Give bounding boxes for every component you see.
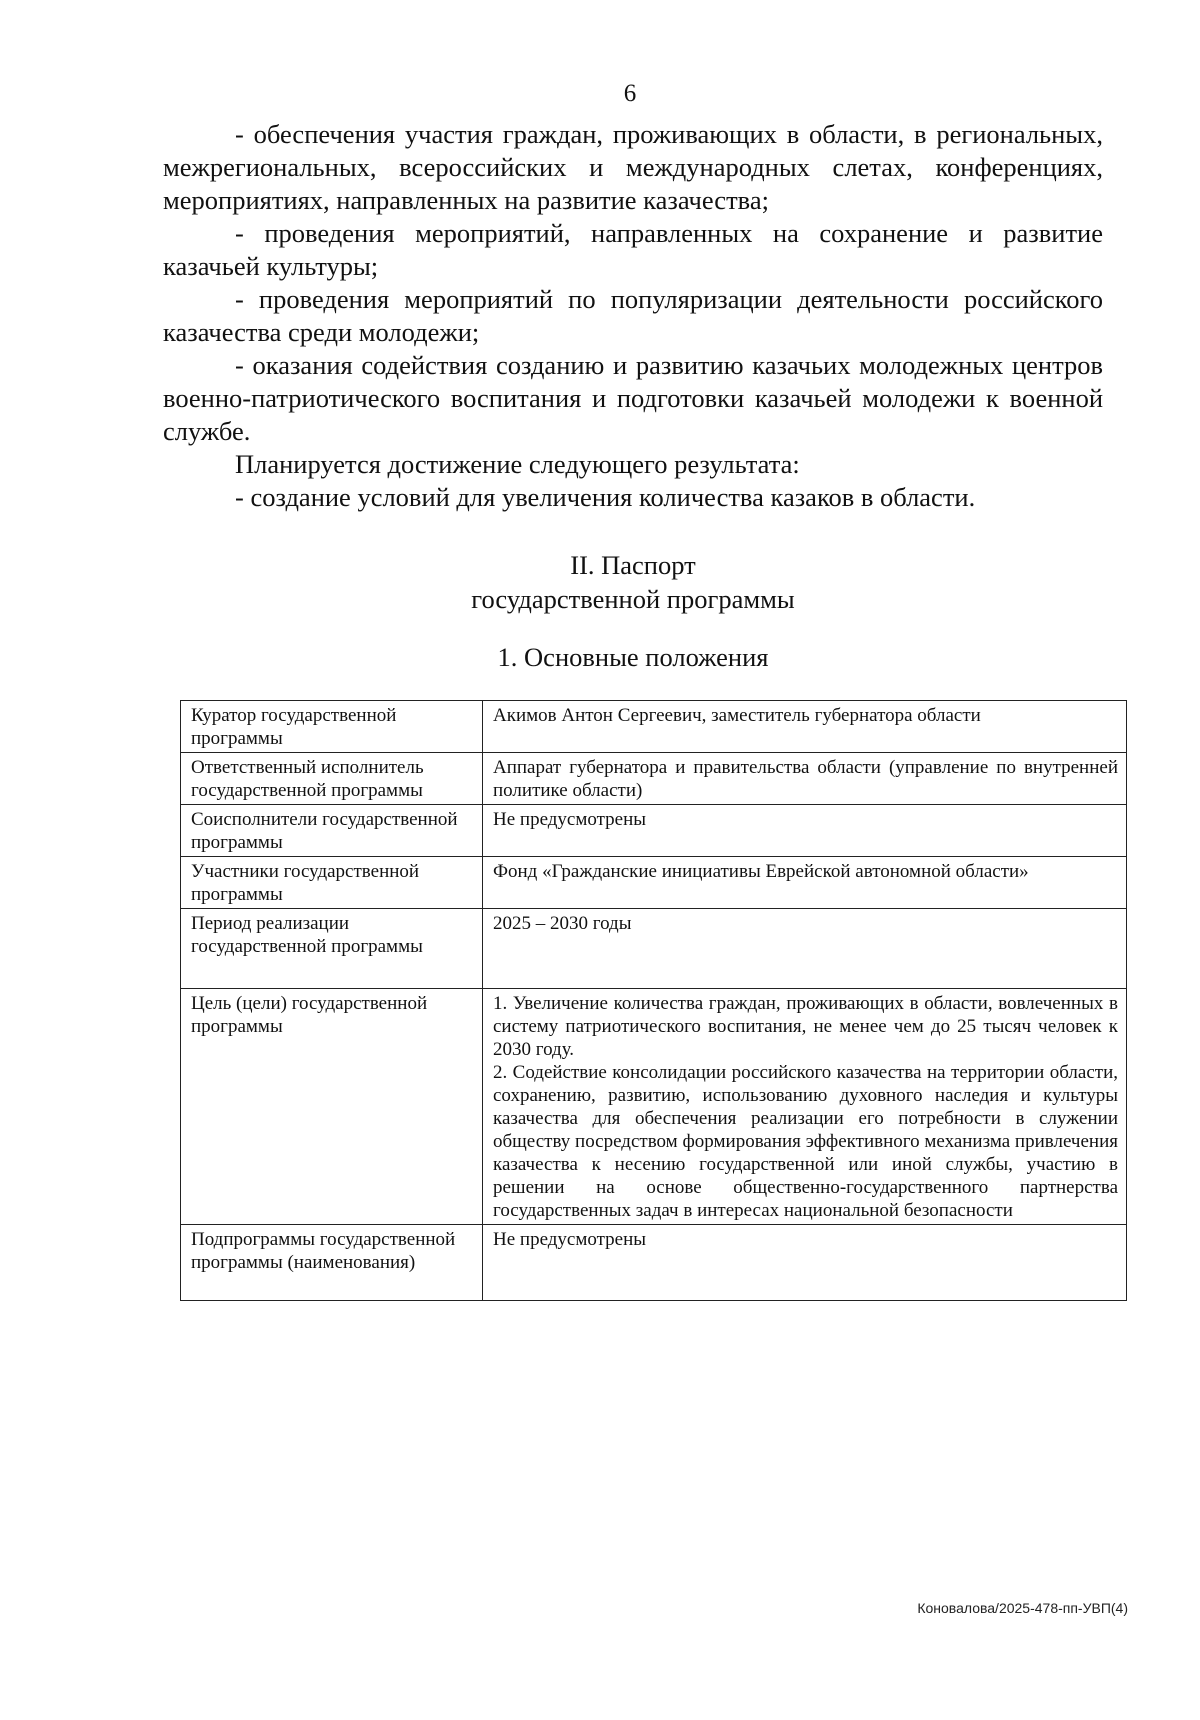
goal-item-2: 2. Содействие консолидации российского казачества на территории области, сохранению, развитию, использованию духовного наследия и культуры казачества для обеспечения реализации его потребности в служении обществу посредством формирования эффективного механизма привлечения казачества к несению государственной или иной службы, участию в решении на основе общественно-государственного партнерства государственных задач в интересах национальной безопасности xyxy=(493,1062,1118,1221)
row-label: Куратор государственной программы xyxy=(181,701,483,753)
row-label: Участники государственной программы xyxy=(181,857,483,909)
row-label: Ответственный исполнитель государственной программы xyxy=(181,753,483,805)
section-title-line2: государственной программы xyxy=(471,584,795,614)
table-row xyxy=(181,701,1127,753)
body-text xyxy=(163,118,1103,514)
row-value xyxy=(483,989,1127,1225)
table-row xyxy=(181,1225,1127,1301)
row-value: Не предусмотрены xyxy=(483,805,1127,857)
row-label: Период реализации государственной программы xyxy=(181,909,483,989)
table-row xyxy=(181,857,1127,909)
paragraph-planned-result: - создание условий для увеличения количества казаков в области. xyxy=(235,482,976,512)
section-title xyxy=(163,548,1103,616)
paragraph-planned-result-intro: Планируется достижение следующего результата: xyxy=(235,449,800,479)
table-row xyxy=(181,909,1127,989)
row-label: Цель (цели) государственной программы xyxy=(181,989,483,1225)
subsection-title: 1. Основные положения xyxy=(497,642,769,672)
paragraph-participation: - обеспечения участия граждан, проживающих в области, в региональных, межрегиональных, всероссийских и международных слетах, конференциях, мероприятиях, направленных на развитие казачества; xyxy=(163,119,1103,215)
table-row xyxy=(181,753,1127,805)
table-row xyxy=(181,805,1127,857)
row-value: Аппарат губернатора и правительства области (управление по внутренней политике области) xyxy=(483,753,1127,805)
section-title-line1: II. Паспорт xyxy=(570,550,696,580)
row-value: Фонд «Гражданские инициативы Еврейской автономной области» xyxy=(483,857,1127,909)
paragraph-culture-events: - проведения мероприятий, направленных на сохранение и развитие казачьей культуры; xyxy=(163,218,1103,281)
paragraph-youth-popularization: - проведения мероприятий по популяризации деятельности российского казачества среди молодежи; xyxy=(163,284,1103,347)
paragraph-youth-centers: - оказания содействия созданию и развитию казачьих молодежных центров военно-патриотического воспитания и подготовки казачьей молодежи к военной службе. xyxy=(163,350,1103,446)
goal-item-1: 1. Увеличение количества граждан, проживающих в области, вовлеченных в систему патриотического воспитания, не менее чем до 25 тысяч человек к 2030 году. xyxy=(493,993,1118,1060)
row-label: Подпрограммы государственной программы (наименования) xyxy=(181,1225,483,1301)
row-value: 2025 – 2030 годы xyxy=(483,909,1127,989)
row-value: Не предусмотрены xyxy=(483,1225,1127,1301)
table-row xyxy=(181,989,1127,1225)
row-label: Соисполнители государственной программы xyxy=(181,805,483,857)
row-value: Акимов Антон Сергеевич, заместитель губернатора области xyxy=(483,701,1127,753)
footer-document-code: Коновалова/2025-478-пп-УВП(4) xyxy=(917,1600,1128,1616)
page-number: 6 xyxy=(623,80,637,107)
passport-table xyxy=(180,700,1127,1301)
